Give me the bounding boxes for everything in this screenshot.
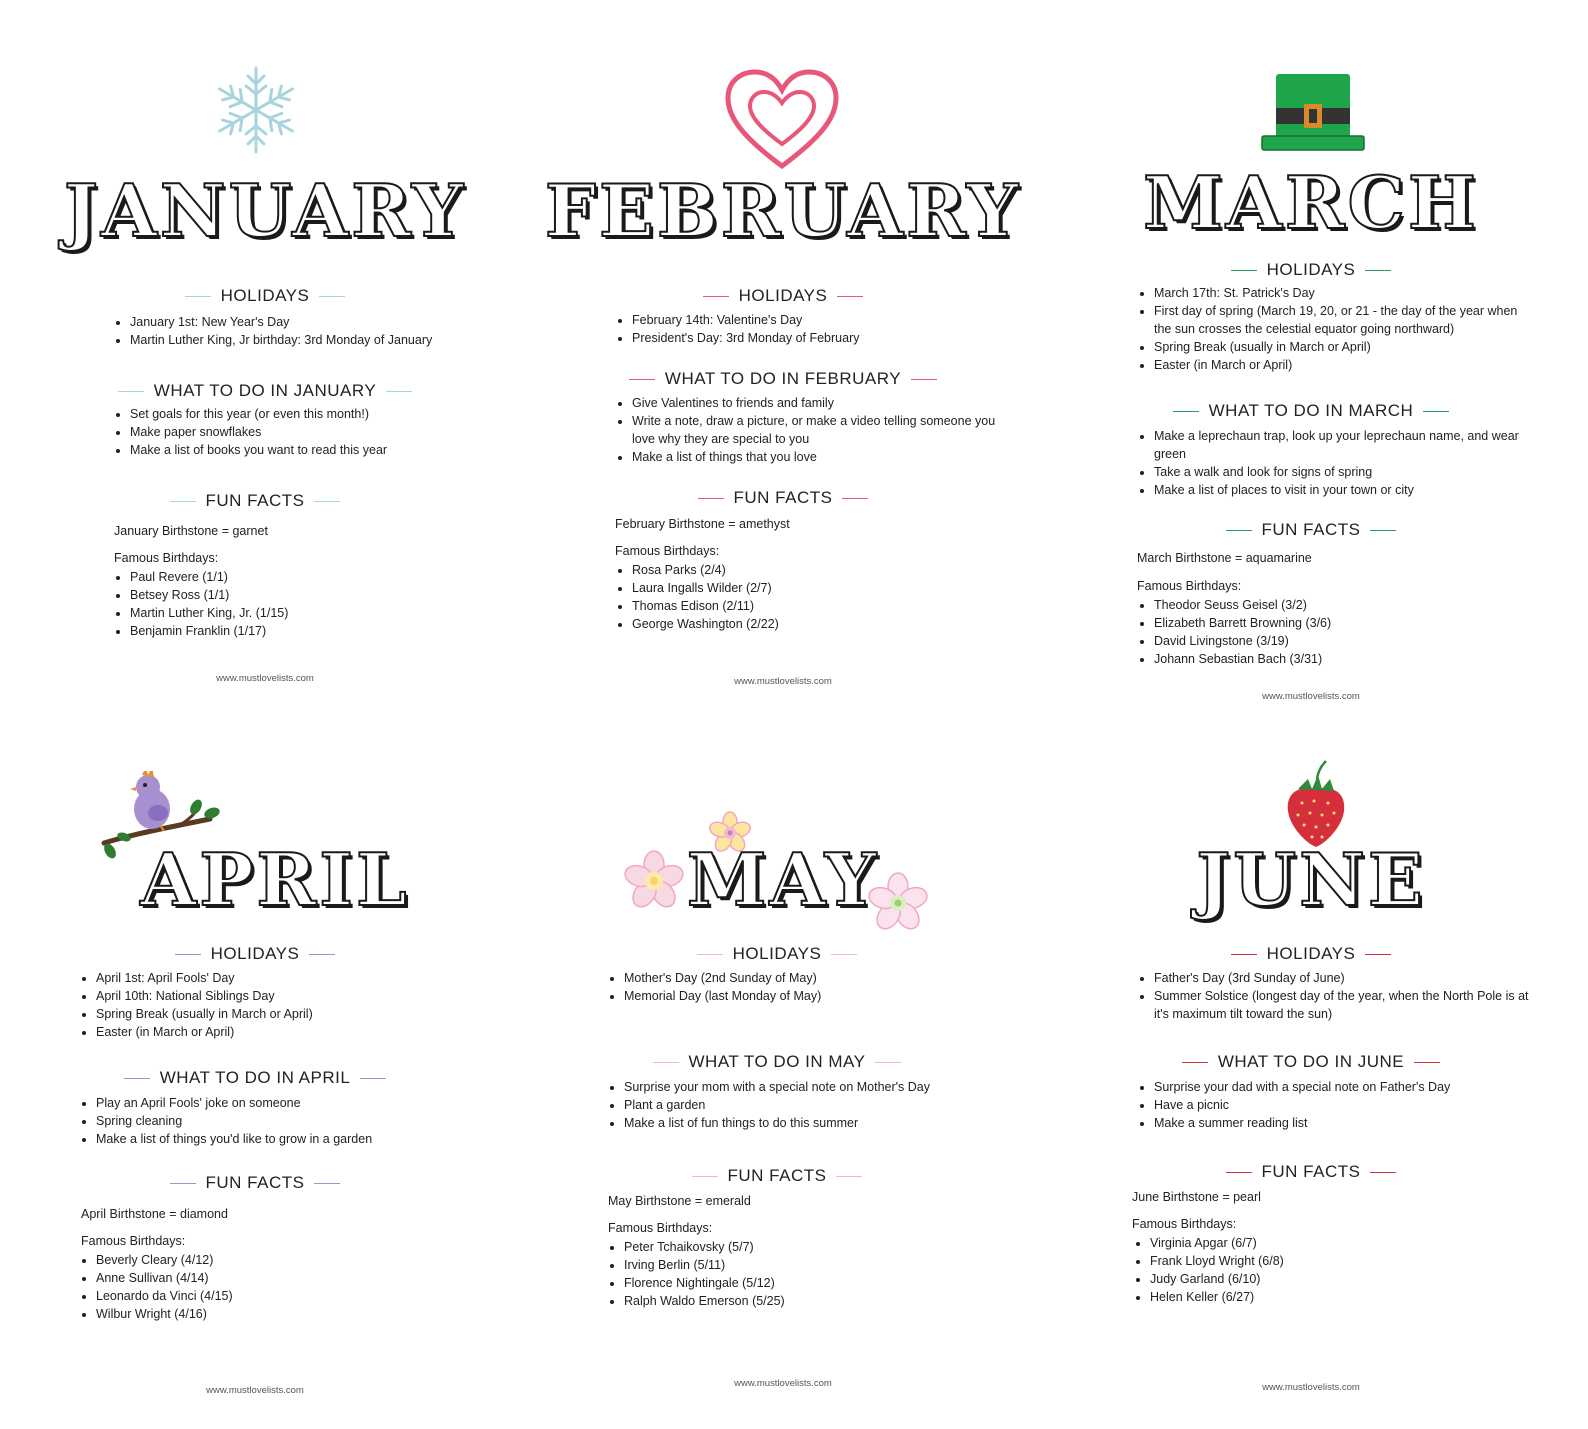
month-card-january — [10, 0, 520, 700]
list-item: • David Livingstone (3/19) — [1154, 632, 1454, 650]
month-title: APRIL — [140, 837, 410, 922]
list-item: • Anne Sullivan (4/14) — [96, 1269, 396, 1287]
fun-facts-heading: FUN FACTS — [1056, 1162, 1566, 1182]
list-item: • Easter (in March or April) — [1154, 356, 1534, 374]
holidays-list — [78, 969, 476, 1041]
list-item: • Make a list of books you want to read this year — [130, 441, 510, 459]
month-title: JUNE — [1196, 837, 1426, 922]
list-item: • President's Day: 3rd Monday of February — [632, 329, 1012, 347]
list-item: • Ralph Waldo Emerson (5/25) — [624, 1292, 924, 1310]
fun-facts-heading: FUN FACTS — [1056, 520, 1566, 540]
todo-heading: WHAT TO DO IN JANUARY — [10, 381, 520, 401]
list-item: • Betsey Ross (1/1) — [130, 586, 430, 604]
list-item: • Make a list of things you'd like to grow in a garden — [96, 1130, 476, 1148]
list-item: • Rosa Parks (2/4) — [632, 561, 932, 579]
holidays-list — [112, 313, 510, 349]
list-item: • Thomas Edison (2/11) — [632, 597, 932, 615]
list-item: • Virginia Apgar (6/7) — [1150, 1234, 1450, 1252]
month-title: MAY — [686, 837, 880, 922]
list-item: • Elizabeth Barrett Browning (3/6) — [1154, 614, 1454, 632]
month-title: MARCH — [1143, 160, 1479, 245]
birthstone-text: April Birthstone = diamond — [81, 1207, 228, 1221]
birthdays-list — [78, 1251, 396, 1323]
birthdays-list — [1136, 596, 1454, 668]
month-card-june — [1056, 715, 1566, 1415]
list-item: • Benjamin Franklin (1/17) — [130, 622, 430, 640]
birthdays-list — [1132, 1234, 1450, 1306]
list-item: • Judy Garland (6/10) — [1150, 1270, 1450, 1288]
birthstone-text: January Birthstone = garnet — [114, 524, 268, 538]
list-item: • Summer Solstice (longest day of the year, when the North Pole is at it's maximum tilt toward the sun) — [1154, 987, 1544, 1023]
list-item: • Surprise your dad with a special note on Father's Day — [1154, 1078, 1534, 1096]
holidays-heading: HOLIDAYS — [0, 944, 510, 964]
fun-facts-heading: FUN FACTS — [528, 488, 1038, 508]
month-card-march — [1056, 0, 1566, 700]
list-item: • Spring Break (usually in March or April) — [1154, 338, 1534, 356]
list-item: • Make a list of places to visit in your town or city — [1154, 481, 1534, 499]
fun-facts-heading: FUN FACTS — [0, 491, 510, 511]
famous-birthdays-label: Famous Birthdays: — [608, 1221, 713, 1235]
holidays-heading: HOLIDAYS — [10, 286, 520, 306]
heart-icon — [724, 68, 840, 177]
list-item: • Make a summer reading list — [1154, 1114, 1534, 1132]
list-item: • Plant a garden — [624, 1096, 1004, 1114]
list-item: • Spring Break (usually in March or April) — [96, 1005, 476, 1023]
birthstone-text: March Birthstone = aquamarine — [1137, 551, 1312, 565]
list-item: • Memorial Day (last Monday of May) — [624, 987, 1004, 1005]
list-item: • Give Valentines to friends and family — [632, 394, 1002, 412]
list-item: • George Washington (2/22) — [632, 615, 932, 633]
list-item: • Florence Nightingale (5/12) — [624, 1274, 924, 1292]
holidays-list — [614, 311, 1012, 347]
list-item: • February 14th: Valentine's Day — [632, 311, 1012, 329]
birthdays-list — [614, 561, 932, 633]
list-item: • Peter Tchaikovsky (5/7) — [624, 1238, 924, 1256]
list-item: • Spring cleaning — [96, 1112, 476, 1130]
footer-link[interactable]: www.mustlovelists.com — [1262, 691, 1360, 702]
todo-list — [1136, 1078, 1534, 1132]
list-item: • Leonardo da Vinci (4/15) — [96, 1287, 396, 1305]
list-item: • Surprise your mom with a special note on Mother's Day — [624, 1078, 1004, 1096]
famous-birthdays-label: Famous Birthdays: — [615, 544, 720, 558]
list-item: • Frank Lloyd Wright (6/8) — [1150, 1252, 1450, 1270]
list-item: • Beverly Cleary (4/12) — [96, 1251, 396, 1269]
footer-link[interactable]: www.mustlovelists.com — [1262, 1382, 1360, 1393]
holidays-heading: HOLIDAYS — [528, 286, 1038, 306]
snowflake-icon — [208, 62, 304, 163]
holidays-list — [1136, 969, 1544, 1023]
list-item: • Helen Keller (6/27) — [1150, 1288, 1450, 1306]
birthstone-text: February Birthstone = amethyst — [615, 517, 790, 531]
famous-birthdays-label: Famous Birthdays: — [114, 551, 219, 565]
holidays-list — [606, 969, 1004, 1005]
todo-list — [78, 1094, 476, 1148]
todo-list — [606, 1078, 1004, 1132]
list-item: • Make a list of things that you love — [632, 448, 1002, 466]
list-item: • Easter (in March or April) — [96, 1023, 476, 1041]
month-title: JANUARY — [63, 168, 467, 253]
birthstone-text: June Birthstone = pearl — [1132, 1190, 1261, 1204]
list-item: • Make a leprechaun trap, look up your leprechaun name, and wear green — [1154, 427, 1534, 463]
list-item: • Set goals for this year (or even this month!) — [130, 405, 510, 423]
footer-link[interactable]: www.mustlovelists.com — [734, 1378, 832, 1389]
todo-heading: WHAT TO DO IN JUNE — [1056, 1052, 1566, 1072]
footer-link[interactable]: www.mustlovelists.com — [216, 673, 314, 684]
list-item: • First day of spring (March 19, 20, or 21 - the day of the year when the sun crosses the celestial equator going northward) — [1154, 302, 1534, 338]
list-item: • Wilbur Wright (4/16) — [96, 1305, 396, 1323]
fun-facts-heading: FUN FACTS — [522, 1166, 1032, 1186]
todo-heading: WHAT TO DO IN FEBRUARY — [528, 369, 1038, 389]
list-item: • January 1st: New Year's Day — [130, 313, 510, 331]
holidays-heading: HOLIDAYS — [1056, 944, 1566, 964]
holidays-list — [1136, 284, 1534, 374]
leprechaun-hat-icon — [1260, 72, 1366, 157]
list-item: • Take a walk and look for signs of spring — [1154, 463, 1534, 481]
list-item: • Write a note, draw a picture, or make a video telling someone you love why they are special to you — [632, 412, 1002, 448]
todo-heading: WHAT TO DO IN APRIL — [0, 1068, 510, 1088]
birthdays-list — [606, 1238, 924, 1310]
famous-birthdays-label: Famous Birthdays: — [1132, 1217, 1237, 1231]
list-item: • Theodor Seuss Geisel (3/2) — [1154, 596, 1454, 614]
list-item: • Martin Luther King, Jr birthday: 3rd Monday of January — [130, 331, 510, 349]
fun-facts-heading: FUN FACTS — [0, 1173, 510, 1193]
list-item: • Make paper snowflakes — [130, 423, 510, 441]
list-item: • Paul Revere (1/1) — [130, 568, 430, 586]
famous-birthdays-label: Famous Birthdays: — [1137, 579, 1242, 593]
footer-link[interactable]: www.mustlovelists.com — [734, 676, 832, 687]
month-title: FEBRUARY — [544, 168, 1022, 253]
list-item: • Irving Berlin (5/11) — [624, 1256, 924, 1274]
list-item: • Laura Ingalls Wilder (2/7) — [632, 579, 932, 597]
holidays-heading: HOLIDAYS — [1056, 260, 1566, 280]
list-item: • Mother's Day (2nd Sunday of May) — [624, 969, 1004, 987]
birthdays-list — [112, 568, 430, 640]
list-item: • Martin Luther King, Jr. (1/15) — [130, 604, 430, 622]
todo-list — [614, 394, 1002, 466]
todo-list — [1136, 427, 1534, 499]
list-item: • Father's Day (3rd Sunday of June) — [1154, 969, 1544, 987]
birthstone-text: May Birthstone = emerald — [608, 1194, 751, 1208]
month-card-february — [528, 0, 1038, 700]
list-item: • Johann Sebastian Bach (3/31) — [1154, 650, 1454, 668]
todo-list — [112, 405, 510, 459]
famous-birthdays-label: Famous Birthdays: — [81, 1234, 186, 1248]
todo-heading: WHAT TO DO IN MARCH — [1056, 401, 1566, 421]
list-item: • Have a picnic — [1154, 1096, 1534, 1114]
list-item: • March 17th: St. Patrick's Day — [1154, 284, 1534, 302]
footer-link[interactable]: www.mustlovelists.com — [206, 1385, 304, 1396]
list-item: • Play an April Fools' joke on someone — [96, 1094, 476, 1112]
list-item: • April 1st: April Fools' Day — [96, 969, 476, 987]
list-item: • Make a list of fun things to do this summer — [624, 1114, 1004, 1132]
holidays-heading: HOLIDAYS — [522, 944, 1032, 964]
month-card-april — [0, 715, 510, 1415]
list-item: • April 10th: National Siblings Day — [96, 987, 476, 1005]
todo-heading: WHAT TO DO IN MAY — [522, 1052, 1032, 1072]
month-card-may — [528, 715, 1038, 1415]
